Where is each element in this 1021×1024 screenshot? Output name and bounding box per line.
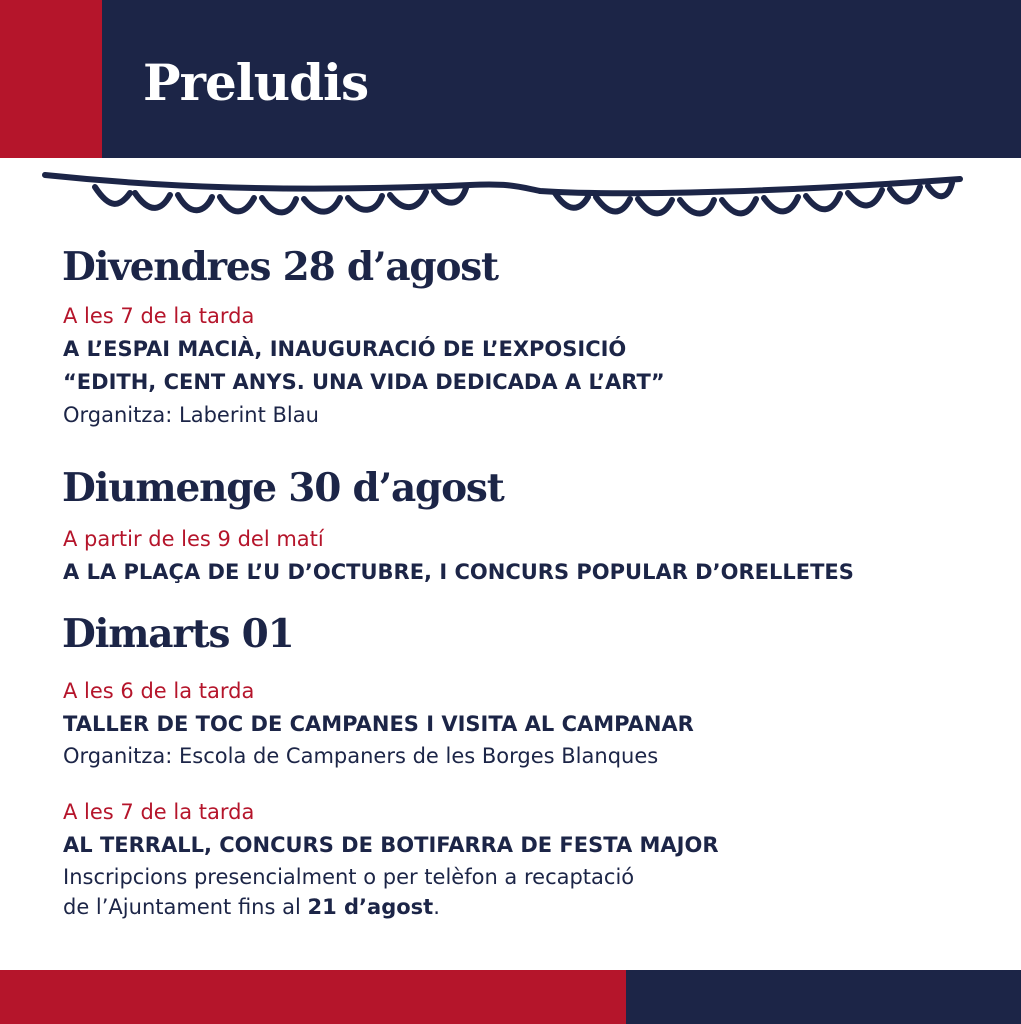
event-title: A LA PLAÇA DE L’U D’OCTUBRE, I CONCURS POPULAR D’ORELLETES [63,560,854,584]
event-deadline: 21 d’agost [307,895,434,919]
header-red-block [0,0,102,158]
event-note-suffix: . [433,895,440,919]
event-time: A les 7 de la tarda [63,304,255,328]
event-note-line2 [63,897,440,918]
event-note-prefix: de l’Ajuntament fins al [63,895,308,919]
event-title: A L’ESPAI MACIÀ, INAUGURACIÓ DE L’EXPOSICIÓ [63,337,627,361]
event-title: TALLER DE TOC DE CAMPANES I VISITA AL CAMPANAR [63,712,694,736]
day-heading: Dimarts 01 [62,611,294,657]
event-organizer: Organitza: Escola de Campaners de les Borges Blanques [63,744,659,768]
footer-navy-block [626,970,1021,1024]
bunting-garland-icon [40,165,970,230]
event-note: Inscripcions presencialment o per telèfon a recaptació [63,865,635,889]
event-organizer: Organitza: Laberint Blau [63,403,319,427]
footer-red-block [0,970,626,1024]
event-time: A les 7 de la tarda [63,800,255,824]
event-title: “EDITH, CENT ANYS. UNA VIDA DEDICADA A L’ART” [63,370,665,394]
day-heading: Diumenge 30 d’agost [62,465,504,511]
day-heading: Divendres 28 d’agost [62,244,498,290]
event-title: AL TERRALL, CONCURS DE BOTIFARRA DE FESTA MAJOR [63,833,719,857]
event-time: A partir de les 9 del matí [63,527,324,551]
event-time: A les 6 de la tarda [63,679,255,703]
page-title: Preludis [143,53,369,112]
